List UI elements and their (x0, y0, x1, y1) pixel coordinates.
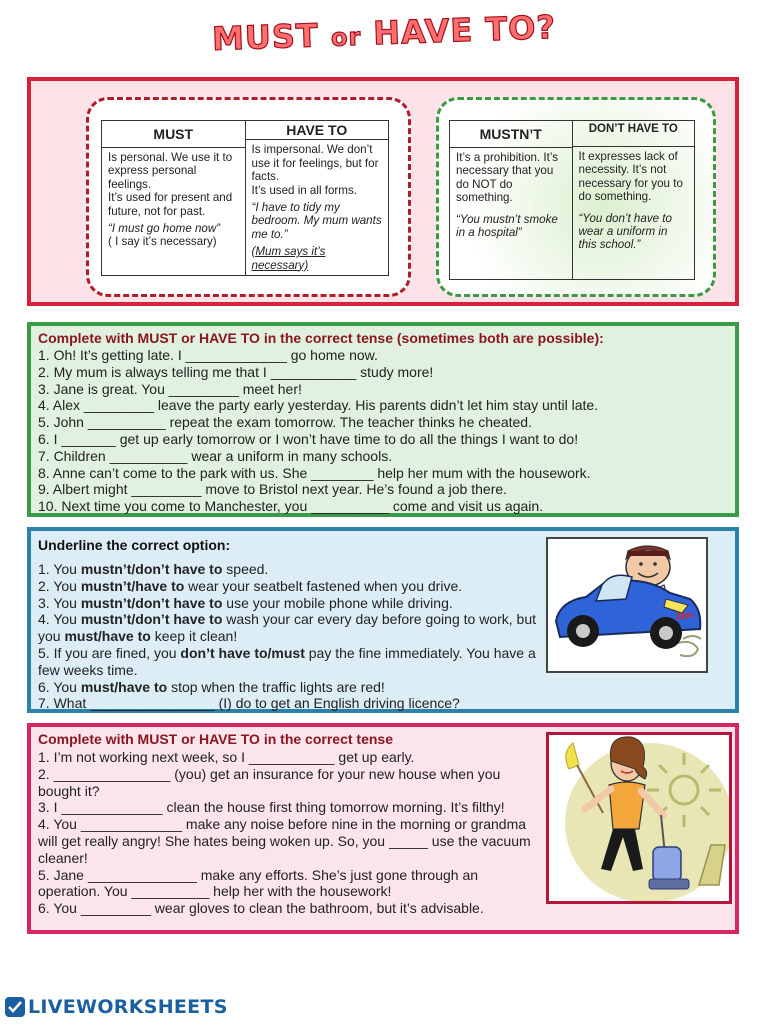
have-to-heading: HAVE TO (246, 121, 389, 140)
have-to-line: It’s used in all forms. (251, 183, 357, 197)
have-to-note: (Mum says it’s necessary) (251, 245, 326, 272)
exercise-item: 1. You mustn’t/don’t have to speed. (38, 561, 269, 577)
mustnt-line: It’s a prohibition. It’s necessary that you do NOT do something. (456, 151, 559, 205)
liveworksheets-logo-icon (4, 996, 26, 1018)
exercise-item: 3. Jane is great. You _________ meet her! (38, 380, 302, 397)
exercise-3-panel (27, 723, 739, 934)
exercise-item: 2. My mum is always telling me that I ___________ study more! (38, 363, 434, 380)
theory-panel (27, 77, 739, 306)
mustnt-dont-have-to-card (436, 97, 716, 297)
exercise-item: 5. If you are fined, you don’t have to/must pay the fine immediately. You have a few weeks time. (38, 644, 536, 678)
exercise-item: 1. Oh! It’s getting late. I _____________ go home now. (38, 347, 378, 363)
must-heading: MUST (102, 121, 245, 148)
car-caption: ZIP! (676, 612, 695, 621)
option-choice[interactable]: mustn’t/have to (80, 577, 185, 594)
dont-have-to-heading: DON’T HAVE TO (573, 121, 695, 147)
option-choice[interactable]: must/have to (80, 678, 168, 695)
exercise-3-instruction: Complete with MUST or HAVE TO in the correct tense (38, 731, 393, 747)
exercise-item: 7. Children __________ wear a uniform in many schools. (38, 447, 393, 464)
exercise-1-list (38, 347, 728, 515)
exercise-item: 3. You mustn’t/don’t have to use your mobile phone while driving. (38, 594, 453, 611)
footer-logo (4, 996, 228, 1018)
car-driver-illustration (546, 537, 708, 673)
dont-have-to-line: It expresses lack of necessity. It’s not necessary for you to do something. (578, 150, 683, 204)
must-have-to-card (86, 97, 411, 297)
cleaning-woman-illustration (546, 732, 732, 904)
exercise-item: 4. You mustn’t/don’t have to wash your car every day before going to work, but you must/have to keep it clean! (38, 611, 536, 645)
exercise-item: 6. You _________ wear gloves to clean the bathroom, but it’s advisable. (38, 900, 484, 917)
option-choice[interactable]: mustn’t/don’t have to (80, 594, 223, 611)
exercise-item: 6. I _______ get up early tomorrow or I won’t have time to do all the things I want to do! (38, 430, 579, 447)
mustnt-column (450, 121, 573, 279)
mustnt-heading: MUSTN’T (450, 121, 572, 148)
have-to-line: Is impersonal. We don’t use it for feelings, but for facts. (251, 143, 379, 184)
page-title: MUST or HAVE TO? (211, 8, 557, 58)
must-line: It’s used for present and future, not for past. (108, 191, 233, 218)
option-choice[interactable]: mustn’t/don’t have to (80, 561, 223, 577)
option-choice[interactable]: mustn’t/don’t have to (80, 611, 223, 628)
must-have-to-table (101, 120, 389, 276)
exercise-item: 8. Anne can’t come to the park with us. She ________ help her mum with the housework. (38, 464, 591, 481)
must-line: Is personal. We use it to express personal feelings. (108, 151, 233, 191)
exercise-item: 1. I’m not working next week, so I ___________ get up early. (38, 749, 415, 765)
exercise-item: 3. I _____________ clean the house first thing tomorrow morning. It’s filthy! (38, 799, 505, 816)
have-to-example: “I have to tidy my bedroom. My mum wants me to.” (251, 200, 382, 241)
exercise-2-list (38, 561, 543, 712)
exercise-2-panel (27, 527, 739, 713)
exercise-item: 9. Albert might _________ move to Bristol next year. He’s found a job there. (38, 481, 508, 498)
cleaning-icon (549, 735, 729, 901)
car-icon (548, 539, 706, 671)
option-choice[interactable]: must/have to (64, 628, 151, 645)
exercise-item: 2. _______________ (you) get an insurance for your new house when you bought it? (38, 765, 501, 799)
dont-have-to-example: “You don’t have to wear a uniform in this school.” (578, 211, 672, 252)
must-example: “I must go home now” (108, 222, 221, 236)
exercise-3-list (38, 749, 538, 917)
must-note: ( I say it’s necessary) (108, 235, 217, 249)
exercise-item: 4. You _____________ make any noise before nine in the morning or grandma will get really angry! She hates being woken up. So, you _____ use the vacuum cleaner! (38, 816, 531, 866)
have-to-column (246, 121, 389, 275)
exercise-1-panel (27, 322, 739, 517)
exercise-item: 7. What ________________ (I) do to get an English driving licence? (38, 695, 460, 712)
exercise-1-instruction: Complete with MUST or HAVE TO in the correct tense (sometimes both are possible): (38, 330, 604, 346)
exercise-item: 2. You mustn’t/have to wear your seatbelt fastened when you drive. (38, 577, 463, 594)
must-column (102, 121, 246, 275)
option-choice[interactable]: don’t have to/must (180, 644, 305, 661)
exercise-item: 4. Alex _________ leave the party early yesterday. His parents didn’t let him stay until late. (38, 397, 599, 414)
dont-have-to-column (573, 121, 695, 279)
exercise-item: 10. Next time you come to Manchester, you __________ come and visit us again. (38, 498, 544, 515)
exercise-2-instruction: Underline the correct option: (38, 537, 231, 553)
exercise-item: 5. Jane ______________ make any efforts. She’s just gone through an operation. You __________ help her with the housework! (38, 866, 479, 900)
exercise-item: 5. John __________ repeat the exam tomorrow. The teacher thinks he cheated. (38, 414, 532, 431)
brand-name: LIVEWORKSHEETS (28, 996, 228, 1018)
mustnt-example: “You mustn’t smoke in a hospital” (456, 212, 558, 240)
exercise-item: 6. You must/have to stop when the traffic lights are red! (38, 678, 385, 695)
mustnt-dont-have-to-table (449, 120, 695, 280)
